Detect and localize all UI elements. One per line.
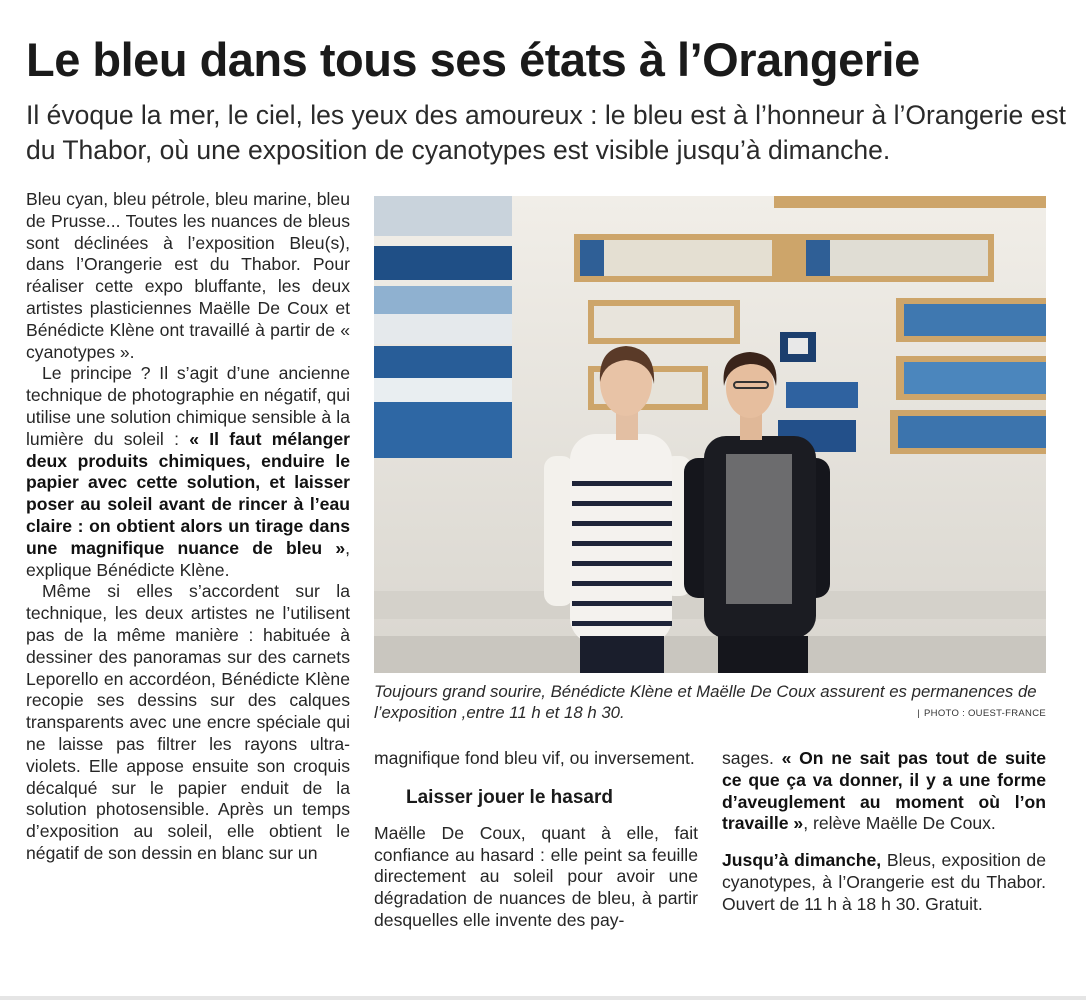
- top-frame: [774, 196, 1046, 208]
- quote-klene: « Il faut mélanger deux produits chimiques, enduire le papier avec cette solution, et laisser poser au soleil avant de rincer à l’eau claire : on obtient alors un tirage dans une magnifique nuance de bleu »: [26, 428, 350, 558]
- principle-attribution: , explique Bénédicte Klène.: [26, 537, 350, 580]
- principle-text: Le principe ? Il s’agit d’une ancienne technique de photographie en négatif, qui utilise une solution chimique sensible à la lumière du soleil :: [26, 363, 350, 449]
- floor: [374, 636, 1046, 673]
- headline: Le bleu dans tous ses états à l’Orangerie: [26, 33, 920, 86]
- paragraph-intro: Bleu cyan, bleu pétrole, bleu marine, bleu de Prusse... Toutes les nuances de bleus sont déclinées à l’exposition Bleu(s), dans l’Orangerie est du Thabor. Pour réaliser cette expo bluffante, les deux artistes plasticiennes Maëlle De Coux et Bénédicte Klène ont travaillé à partir de « cyanotypes ».: [26, 189, 350, 362]
- paragraph-technique: Même si elles s’accordent sur la technique, les deux artistes ne l’utilisent pas de la même manière : habituée à dessiner des panoramas sur des carnets Leporello en accordéon, Bénédicte Klène recopie ses dessins sur des calques transparents avec une encre spéciale qui ne laisse pas filtrer les rayons ultra-violets. Elle appose ensuite son croquis décalqué sur le papier enduit de la solution photosensible. Après un temps d’exposition au soleil, elle obtient le négatif de son dessin en blanc sur un: [26, 581, 350, 863]
- exhibition-photo: [374, 196, 1046, 673]
- paysages-text: sages.: [722, 748, 782, 768]
- quote-attribution: , relève Maëlle De Coux.: [803, 813, 996, 834]
- panorama-frame-middle: [588, 300, 740, 344]
- paragraph-principle: [26, 363, 350, 581]
- left-cyanotype-banner: [374, 196, 512, 458]
- paragraph-inverse: magnifique fond bleu vif, ou inversement.: [374, 748, 695, 768]
- info-text: Bleus, exposition de cyanotypes, à l’Orangerie est du Thabor. Ouvert de 11 h à 18 h 30. Gratuit.: [722, 850, 1046, 914]
- right-cyanotype-frames: [890, 298, 1046, 454]
- photo-credit: [917, 708, 1046, 719]
- page-bottom-border: [0, 996, 1086, 1000]
- credit-text: PHOTO : OUEST-FRANCE: [924, 708, 1046, 719]
- quote-de-coux: « On ne sait pas tout de suite ce que ça va donner, il y a une forme d’aveuglement au moment où l’on travaille »: [722, 748, 1047, 834]
- paragraph-paysages: [722, 748, 1046, 835]
- paragraph-hasard: Maëlle De Coux, quant à elle, fait confiance au hasard : elle peint sa feuille directement au soleil pour avoir une dégradation de nuances de bleu, à partir desquelles elle invente des pay-: [374, 822, 698, 930]
- blue-panel: [786, 382, 858, 408]
- article-column-1: [26, 189, 350, 865]
- article-column-3: [722, 748, 1046, 916]
- photo-caption: Toujours grand sourire, Bénédicte Klène et Maëlle De Coux assurent es permanences de l’exposition ,entre 11 h et 18 h 30.: [374, 682, 1037, 722]
- standfirst: Il évoque la mer, le ciel, les yeux des amoureux : le bleu est à l’honneur à l’Orangerie est du Thabor, où une exposition de cyanotypes est visible jusqu’à dimanche.: [26, 100, 1066, 165]
- article-photo: [374, 196, 1046, 673]
- article-column-2: [374, 748, 698, 932]
- credit-separator: |: [917, 708, 921, 719]
- subheading: Laisser jouer le hasard: [406, 786, 613, 808]
- info-label: Jusqu’à dimanche,: [722, 850, 882, 871]
- panorama-frame-top: [574, 234, 994, 282]
- practical-info: [722, 850, 1046, 915]
